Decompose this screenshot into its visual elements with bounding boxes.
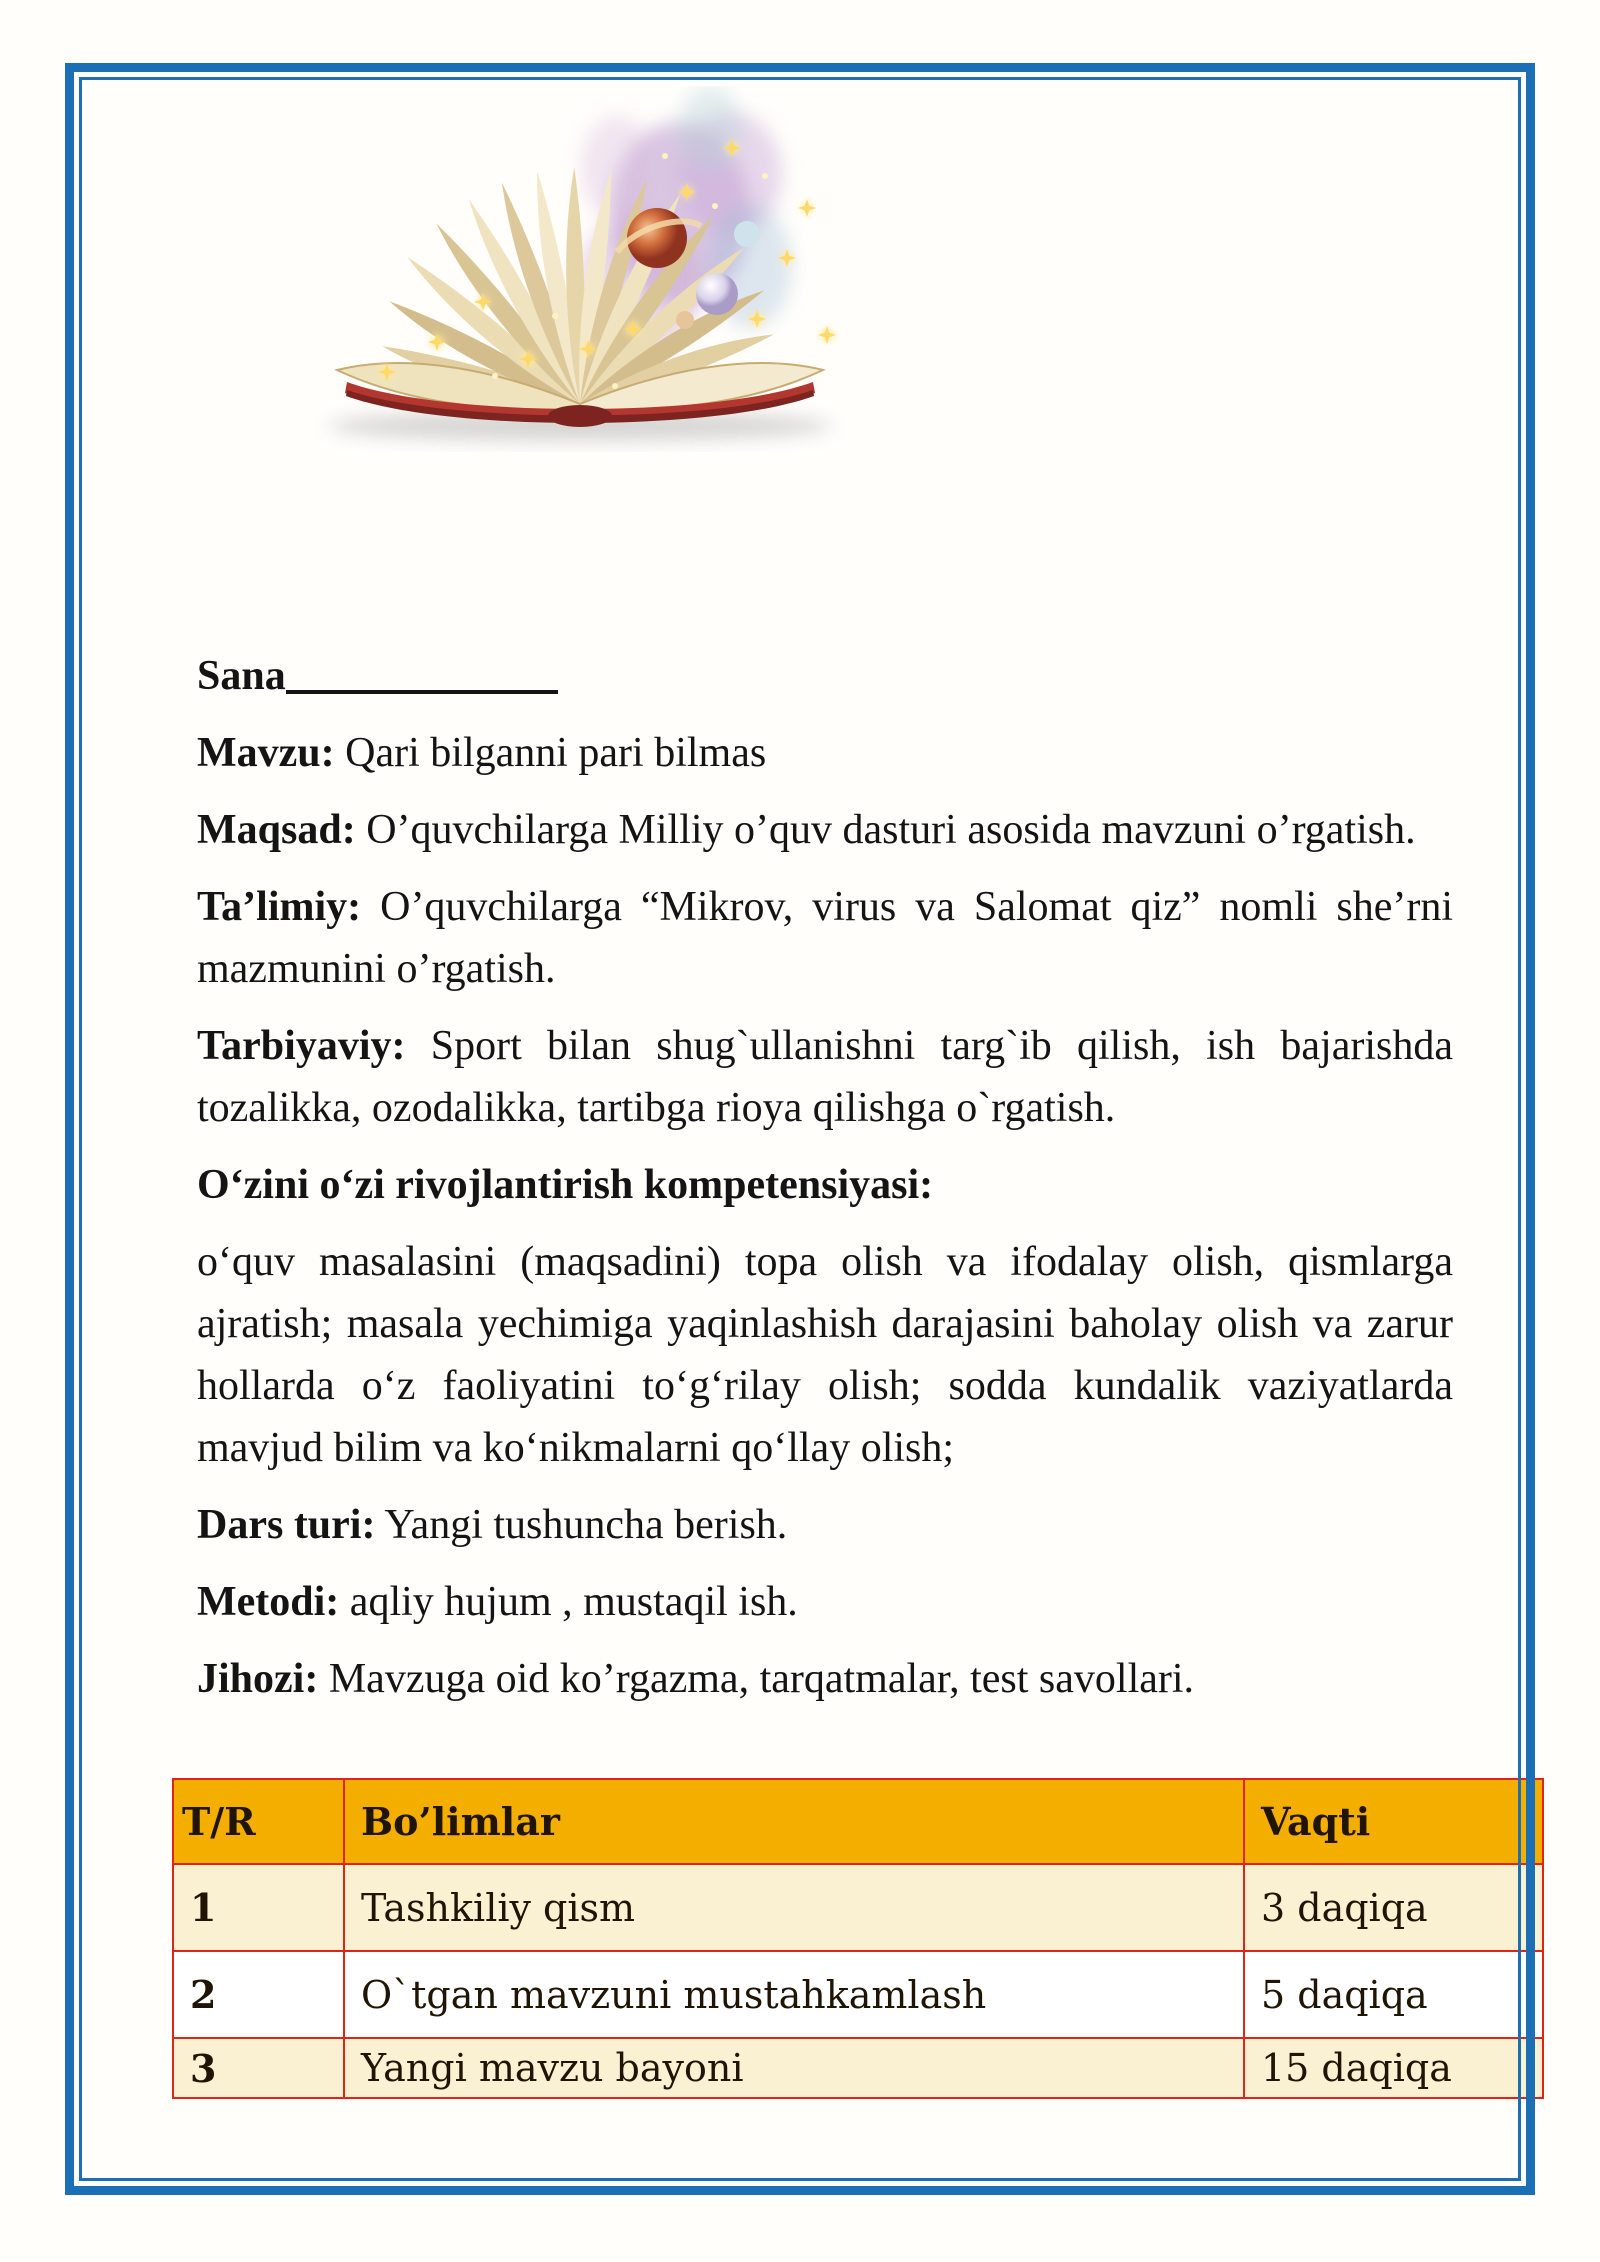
table-header-row bbox=[173, 1779, 1543, 1864]
header-cell-bolimlar: Bo’limlar bbox=[344, 1779, 1244, 1864]
field-sana bbox=[197, 645, 1453, 707]
header-cell-vaqti: Vaqti bbox=[1244, 1779, 1543, 1864]
cell-time: 5 daqiqa bbox=[1244, 1951, 1543, 2038]
sana-blank-line bbox=[286, 660, 558, 694]
heading-kompetensiya: O‘zini o‘zi rivojlantirish kompetensiyasi: bbox=[197, 1162, 934, 1208]
cell-row-number: 2 bbox=[173, 1951, 344, 2038]
table-row bbox=[173, 1864, 1543, 1951]
field-jihozi: Jihozi: Mavzuga oid ko’rgazma, tarqatmalar, test savollari. bbox=[197, 1656, 1195, 1702]
lesson-plan-table bbox=[172, 1778, 1544, 2099]
pearl-planet-icon bbox=[696, 273, 738, 315]
table-row bbox=[173, 1951, 1543, 2038]
small-planet-icon bbox=[734, 221, 760, 247]
cell-time: 3 daqiqa bbox=[1244, 1864, 1543, 1951]
field-maqsad: Maqsad: O’quvchilarga Milliy o’quv dasturi asosida mavzuni o’rgatish. bbox=[197, 807, 1416, 853]
field-mavzu: Mavzu: Qari bilganni pari bilmas bbox=[197, 730, 767, 776]
cell-section: Yangi mavzu bayoni bbox=[344, 2038, 1244, 2098]
tiny-planet-icon bbox=[676, 311, 694, 329]
cell-section: O`tgan mavzuni mustahkamlash bbox=[344, 1951, 1244, 2038]
open-book-magic-svg bbox=[285, 86, 875, 452]
field-dars-turi: Dars turi: Yangi tushuncha berish. bbox=[197, 1502, 788, 1548]
cell-row-number: 3 bbox=[173, 2038, 344, 2098]
document-body bbox=[197, 645, 1453, 1725]
paragraph-kompetensiya-body: o‘quv masalasini (maqsadini) topa olish va ifodalay olish, qismlarga ajratish; masala yechimiga yaqinlashish darajasini baholay olish va zarur hollarda o‘z faoliyatini to‘g‘rilay olish; sodda kundalik vaziyatlarda mavjud bilim va ko‘nikmalarni qo‘llay olish; bbox=[197, 1239, 1453, 1471]
table-row bbox=[173, 2038, 1543, 2098]
cell-time: 15 daqiqa bbox=[1244, 2038, 1543, 2098]
sana-label: Sana bbox=[197, 653, 286, 699]
header-cell-tr: T/R bbox=[173, 1779, 344, 1864]
field-tarbiyaviy: Tarbiyaviy: Sport bilan shug`ullanishni targ`ib qilish, ish bajarishda tozalikka, ozodalikka, tartibga rioya qilishga o`rgatish. bbox=[197, 1023, 1454, 1131]
field-metodi: Metodi: aqliy hujum , mustaqil ish. bbox=[197, 1579, 798, 1625]
cell-section: Tashkiliy qism bbox=[344, 1864, 1244, 1951]
cell-row-number: 1 bbox=[173, 1864, 344, 1951]
field-talimiy: Ta’limiy: O’quvchilarga “Mikrov, virus va Salomat qiz” nomli she’rni mazmunini o’rgatish. bbox=[197, 884, 1454, 992]
open-book-illustration bbox=[285, 86, 875, 452]
